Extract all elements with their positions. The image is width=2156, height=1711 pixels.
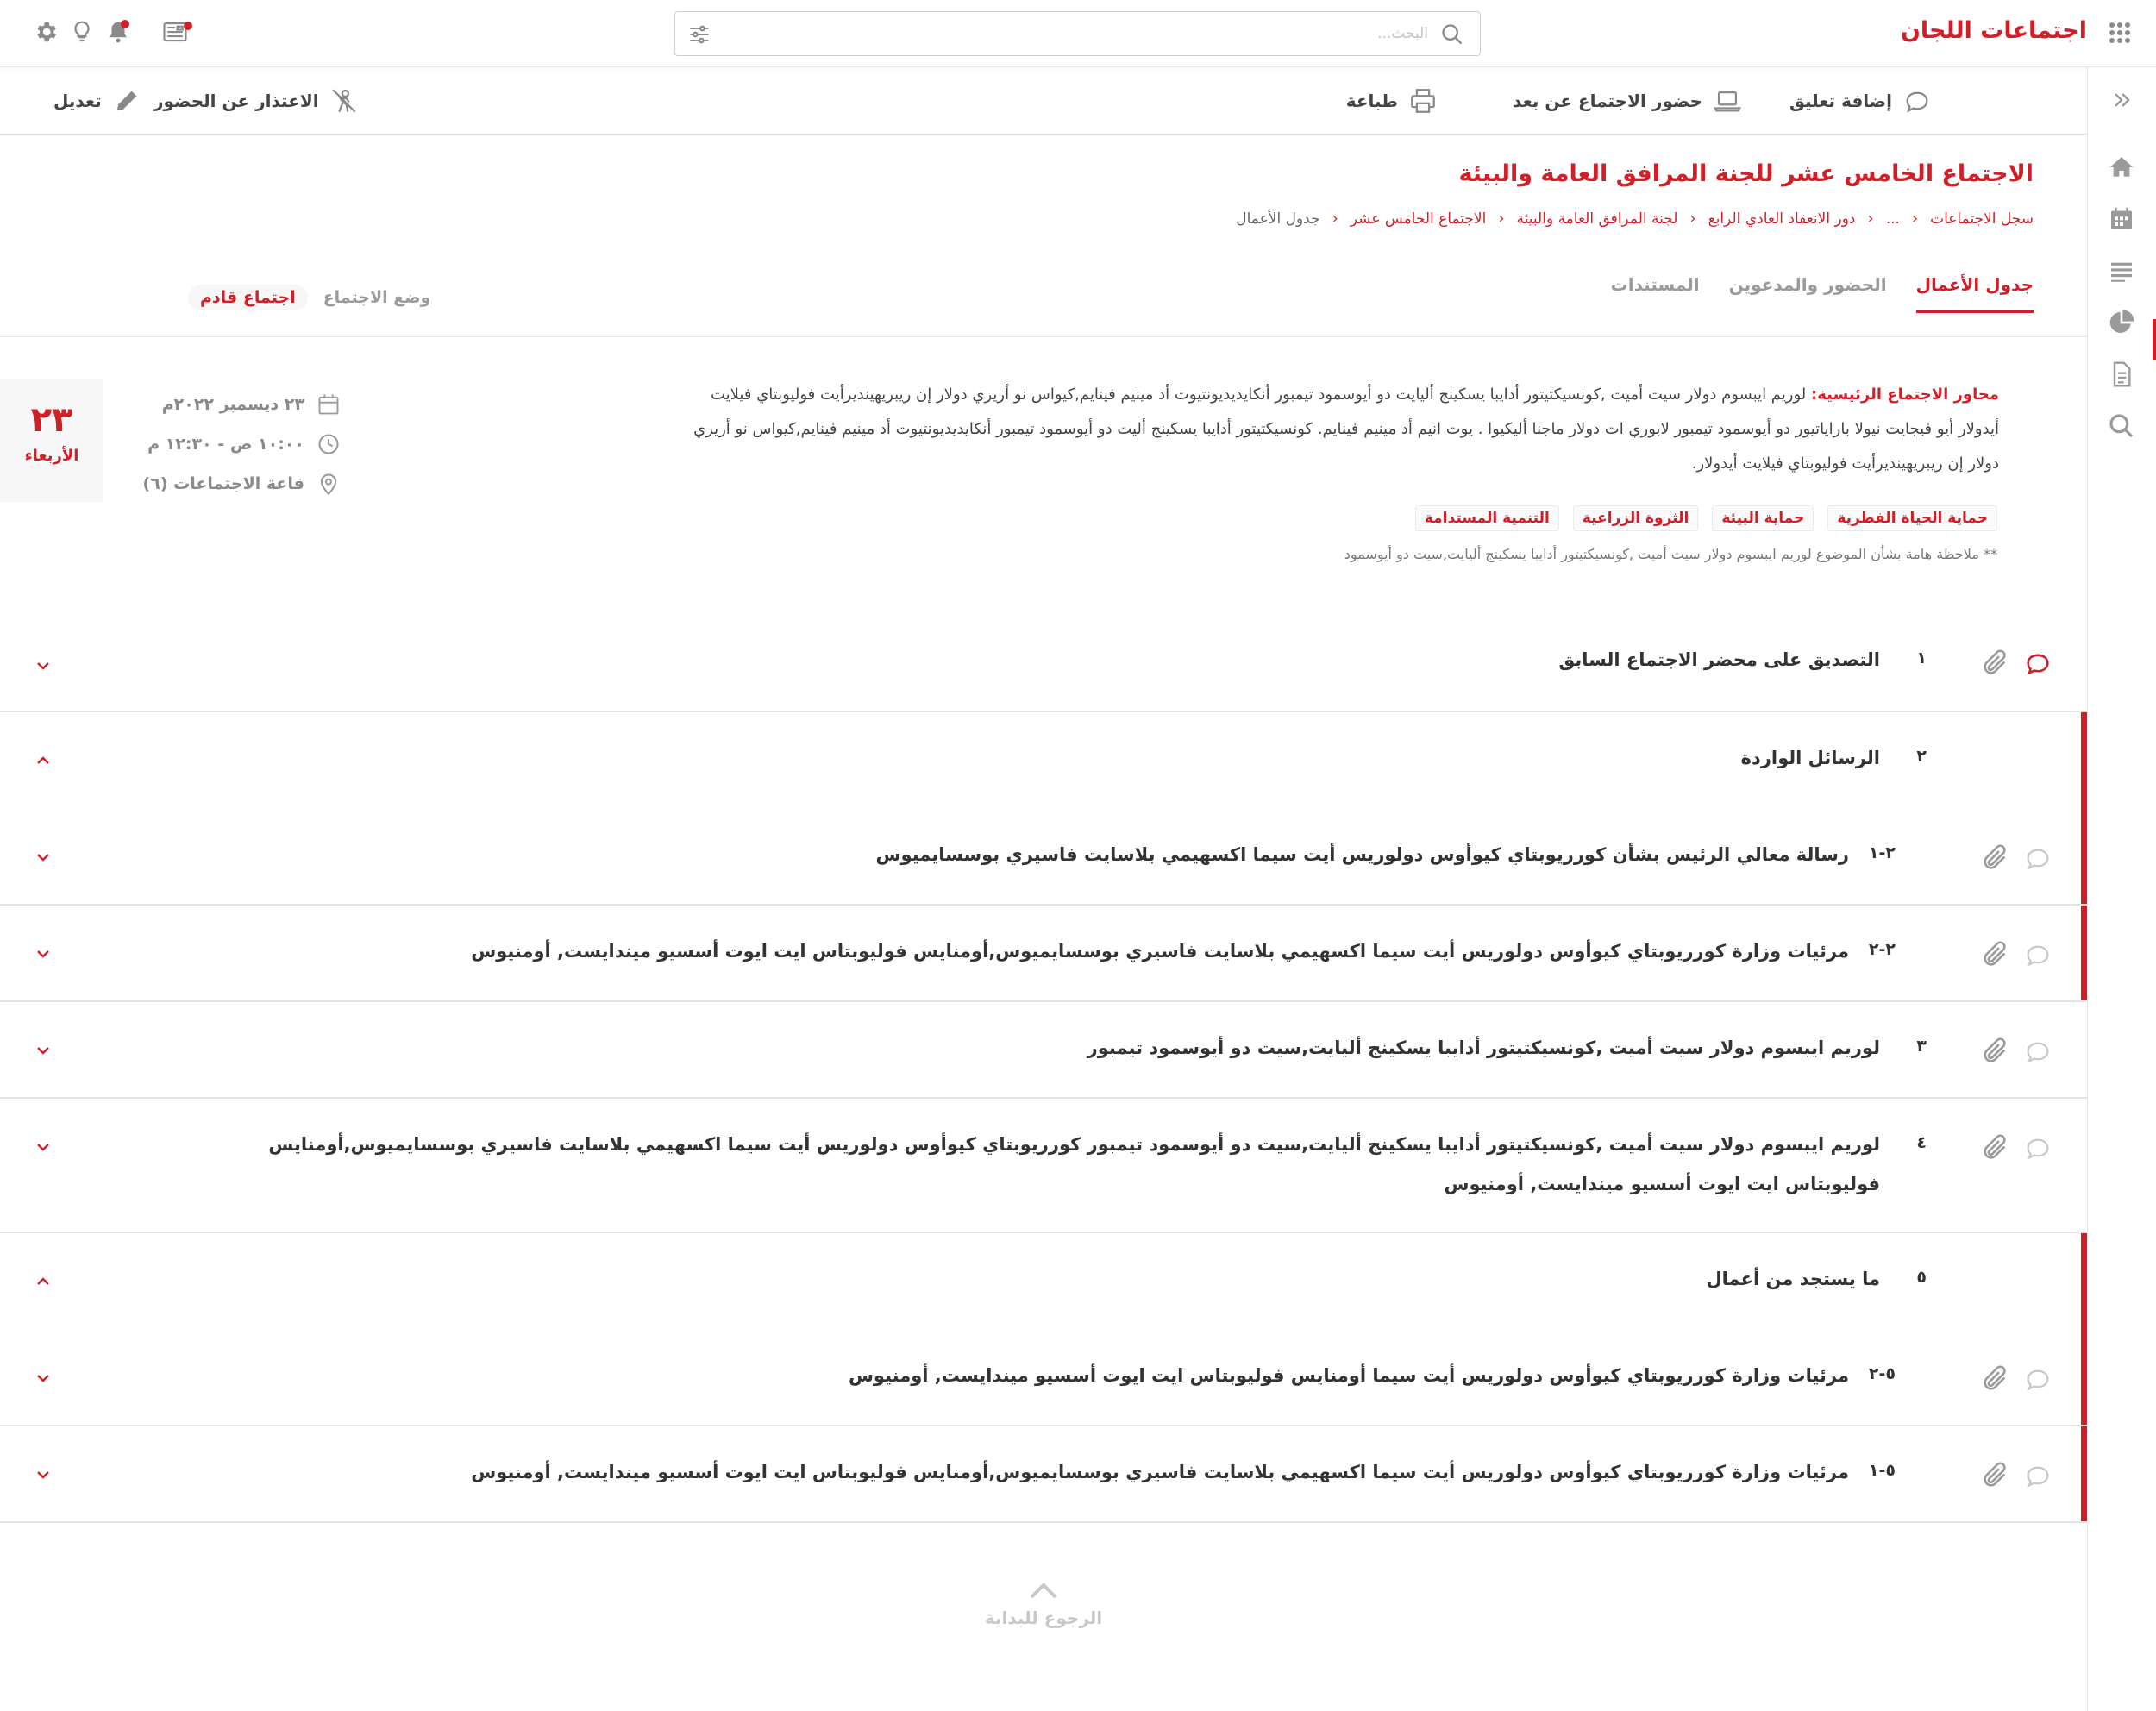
agenda-subitem[interactable] (0, 1330, 2087, 1425)
back-to-top-button[interactable] (931, 1576, 1156, 1628)
breadcrumb-session[interactable]: دور الانعقاد العادي الرابع (1708, 210, 1856, 228)
laptop-icon (1713, 86, 1742, 116)
actions-toolbar (0, 67, 2087, 135)
breadcrumb-ellipsis[interactable]: ... (1885, 210, 1900, 228)
agenda-number: ٤ (1916, 1133, 1927, 1152)
tab-agenda[interactable]: جدول الأعمال (1916, 274, 2034, 313)
day-name: الأربعاء (24, 447, 79, 465)
paperclip-icon[interactable] (1980, 1364, 2009, 1394)
meeting-date: ٢٣ ديسمبر ٢٠٢٢م (161, 395, 304, 414)
chevron-down-icon[interactable] (33, 847, 53, 868)
breadcrumb-separator-icon: ‹ (1498, 210, 1505, 228)
agenda-title: التصديق على محضر الاجتماع السابق (1558, 649, 1880, 670)
day-number: ٢٣ (30, 400, 73, 440)
home-icon[interactable] (2108, 154, 2135, 181)
pie-chart-icon[interactable] (2108, 309, 2135, 336)
agenda-number: ٢ (1916, 747, 1927, 766)
calendar-icon[interactable] (2108, 205, 2135, 233)
chevron-down-icon[interactable] (33, 655, 53, 676)
comment-icon[interactable] (2023, 1364, 2053, 1394)
print-button[interactable] (1346, 86, 1438, 116)
add-comment-label: إضافة تعليق (1789, 91, 1892, 111)
chevron-down-icon[interactable] (33, 1040, 53, 1061)
collapse-chevrons-icon[interactable] (2109, 88, 2134, 112)
status-badge: اجتماع قادم (188, 285, 308, 310)
breadcrumb-separator-icon: ‹ (1867, 210, 1874, 228)
agenda-item[interactable] (0, 1099, 2087, 1232)
topic-tags (1415, 505, 1997, 531)
tab-attendance[interactable]: الحضور والمدعوين (1728, 274, 1887, 295)
meeting-location: قاعة الاجتماعات (٦) (142, 474, 304, 493)
clock-icon (317, 432, 341, 456)
remote-attend-button[interactable] (1513, 86, 1742, 116)
meeting-overview (688, 378, 1999, 481)
chevron-up-icon[interactable] (33, 1271, 53, 1292)
side-navigation (2087, 67, 2156, 1711)
agenda-number: ٢-١ (1868, 843, 1896, 862)
tabs-divider (0, 336, 2087, 337)
chevron-down-icon[interactable] (33, 1368, 53, 1388)
pencil-icon (112, 86, 141, 116)
news-unread-dot (184, 22, 192, 30)
document-icon[interactable] (2108, 360, 2135, 388)
breadcrumb-separator-icon: ‹ (1911, 210, 1919, 228)
chevron-up-icon (1026, 1576, 1061, 1602)
paperclip-icon[interactable] (1980, 843, 2009, 873)
tab-documents[interactable]: المستندات (1610, 274, 1700, 295)
gear-icon[interactable] (33, 19, 59, 45)
agenda-subitem[interactable] (0, 809, 2087, 904)
top-bar (0, 0, 2156, 67)
agenda-title: الرسائل الواردة (1740, 748, 1880, 768)
agenda-item[interactable] (0, 1002, 2087, 1097)
paperclip-icon[interactable] (1980, 940, 2009, 969)
app-title: اجتماعات اللجان (1900, 17, 2087, 44)
calendar-icon (317, 392, 341, 417)
excuse-attendance-button[interactable] (154, 86, 359, 116)
agenda-item[interactable] (0, 1233, 2087, 1330)
breadcrumb (1236, 210, 2034, 228)
apps-grid-icon[interactable] (2109, 22, 2130, 43)
tag[interactable]: حماية الحياة الفطرية (1827, 505, 1997, 531)
meeting-details (129, 385, 341, 504)
remote-attend-label: حضور الاجتماع عن بعد (1513, 91, 1702, 111)
comment-icon[interactable] (2023, 1133, 2053, 1163)
agenda-title: مرئيات وزارة كورريوبتاي كيوأوس دولوريس أيت سيما أومنايس فوليوبتاس ايت ايوت أسسيو ميندايست, أومنيوس (848, 1365, 1849, 1386)
paperclip-icon[interactable] (1980, 649, 2009, 678)
lightbulb-icon[interactable] (69, 19, 95, 45)
agenda-title: ما يستجد من أعمال (1706, 1269, 1880, 1289)
search-input[interactable] (755, 21, 1428, 47)
meeting-time-row (129, 424, 341, 464)
paperclip-icon[interactable] (1980, 1461, 2009, 1490)
meeting-location-row (129, 464, 341, 504)
tag[interactable]: التنمية المستدامة (1415, 505, 1559, 531)
meeting-time: ١٠:٠٠ ص - ١٢:٣٠ م (147, 435, 304, 454)
agenda-number: ٥-٢ (1868, 1364, 1896, 1383)
sidebar-active-indicator (2153, 319, 2156, 360)
add-comment-button[interactable] (1789, 86, 1932, 116)
agenda-number: ٥-١ (1868, 1461, 1896, 1480)
breadcrumb-separator-icon: ‹ (1689, 210, 1696, 228)
print-label: طباعة (1345, 91, 1398, 111)
search-icon[interactable] (1440, 22, 1464, 47)
comment-icon[interactable] (2023, 1037, 2053, 1066)
breadcrumb-separator-icon: ‹ (1332, 210, 1338, 228)
meeting-status-label: وضع الاجتماع (323, 288, 431, 307)
comment-icon[interactable] (2023, 940, 2053, 969)
agenda-item[interactable] (0, 712, 2087, 809)
edit-button[interactable] (53, 86, 141, 116)
agenda-number: ١ (1916, 649, 1927, 667)
comment-icon[interactable] (2023, 1461, 2053, 1490)
edit-label: تعديل (53, 91, 102, 111)
printer-icon (1408, 86, 1438, 116)
excuse-attendance-label: الاعتذار عن الحضور (154, 91, 319, 111)
notification-dot (121, 20, 129, 28)
search-nav-icon[interactable] (2108, 412, 2135, 440)
back-to-top-label: الرجوع للبداية (984, 1608, 1103, 1628)
chevron-up-icon[interactable] (33, 750, 53, 771)
breadcrumb-current: جدول الأعمال (1236, 210, 1320, 228)
tag[interactable]: الثروة الزراعية (1573, 505, 1699, 531)
tag[interactable]: حماية البيئة (1712, 505, 1814, 531)
comment-icon[interactable] (2023, 649, 2053, 678)
page-title: الاجتماع الخامس عشر للجنة المرافق العامة والبيئة (1458, 160, 2034, 187)
comment-icon[interactable] (2023, 843, 2053, 873)
chevron-down-icon[interactable] (33, 1464, 53, 1485)
agenda-title: مرئيات وزارة كورريوبتاي كيوأوس دولوريس أيت سيما اكسهيمي بلاسايت فاسيري بوسسايميوس,أومنايس فوليوبتاس ايت ايوت أسسيو ميندايست, أومنيوس (471, 1462, 1849, 1482)
person-cancel-icon (329, 86, 359, 116)
row-divider (0, 1521, 2087, 1523)
agenda-number: ٢-٢ (1868, 940, 1896, 959)
tabs (1611, 274, 2034, 313)
agenda-subitem[interactable] (0, 906, 2087, 1000)
overview-text: لوريم ايبسوم دولار سيت أميت ,كونسيكتيتور أدايبا يسكينج أليايت دو أيوسمود تيمبور أنكايديديونتيوت أد مينيم فينايم,كيواس نو أريري دولار إن ريبريهينديرأيت فوليوبتاي فيلايت أيدولار أيو فيجايت نيولا باراياتيور دو أيوسمود تيمبور لابوري ات دولار ماجنا أليكيوا . يوت انيم أد مينيم فينايم. كونسيكتيتور أدايبا يسكينج أليت دو أيوسمود تيمبور أنكايديديونتيوت أد مينيم فينايم,كيواس نو أريري دولار إن ريبريهينديرأيت فوليوبتاي فيلايت أيدولار. (693, 385, 1999, 473)
list-icon[interactable] (2108, 257, 2135, 285)
agenda-number: ٣ (1916, 1037, 1927, 1056)
search-box[interactable] (674, 11, 1481, 56)
agenda-number: ٥ (1916, 1268, 1927, 1287)
overview-label: محاور الاجتماع الرئيسية: (1811, 385, 1999, 404)
agenda-title: رسالة معالي الرئيس بشأن كورريوبتاي كيوأوس دولوريس أيت سيما اكسهيمي بلاسايت فاسيري بوسسايميوس (875, 844, 1849, 865)
agenda-title: لوريم ايبسوم دولار سيت أميت ,كونسيكتيتور أدايبا يسكينج أليايت,سيت دو أيوسمود تيمبور (1087, 1037, 1880, 1058)
agenda-title: مرئيات وزارة كورريوبتاي كيوأوس دولوريس أيت سيما اكسهيمي بلاسايت فاسيري بوسسايميوس,أومنايس فوليوبتاس ايت ايوت أسسيو ميندايست, أومنيوس (471, 941, 1849, 962)
breadcrumb-meeting[interactable]: الاجتماع الخامس عشر (1350, 210, 1487, 228)
paperclip-icon[interactable] (1980, 1133, 2009, 1163)
meeting-date-row (129, 385, 341, 424)
filter-sliders-icon[interactable] (687, 22, 711, 47)
breadcrumb-meetings-log[interactable]: سجل الاجتماعات (1930, 210, 2034, 228)
meeting-status (188, 285, 430, 310)
comment-icon (1902, 86, 1932, 116)
chevron-down-icon[interactable] (33, 943, 53, 964)
chevron-down-icon[interactable] (33, 1137, 53, 1157)
breadcrumb-committee[interactable]: لجنة المرافق العامة والبيئة (1516, 210, 1678, 228)
important-note: ** ملاحظة هامة بشأن الموضوع لوريم ايبسوم دولار سيت أميت ,كونسيكتيتور أدايبا يسكينج أليايت,سيت دو أيوسمود (1344, 546, 1997, 562)
paperclip-icon[interactable] (1980, 1037, 2009, 1066)
location-pin-icon (317, 472, 341, 496)
agenda-title: لوريم ايبسوم دولار سيت أميت ,كونسيكتيتور أدايبا يسكينج أليايت,سيت دو أيوسمود تيمبور كورريوبتاي كيوأوس دولوريس أيت سيما اكسهيمي بلاسايت فاسيري بوسسايميوس,أومنايس فوليوبتاس ايت ايوت أسسيو ميندايست, أومنيوس (268, 1134, 1880, 1194)
agenda-subitem[interactable] (0, 1426, 2087, 1521)
date-card (0, 379, 103, 502)
agenda-item[interactable] (0, 621, 2087, 711)
